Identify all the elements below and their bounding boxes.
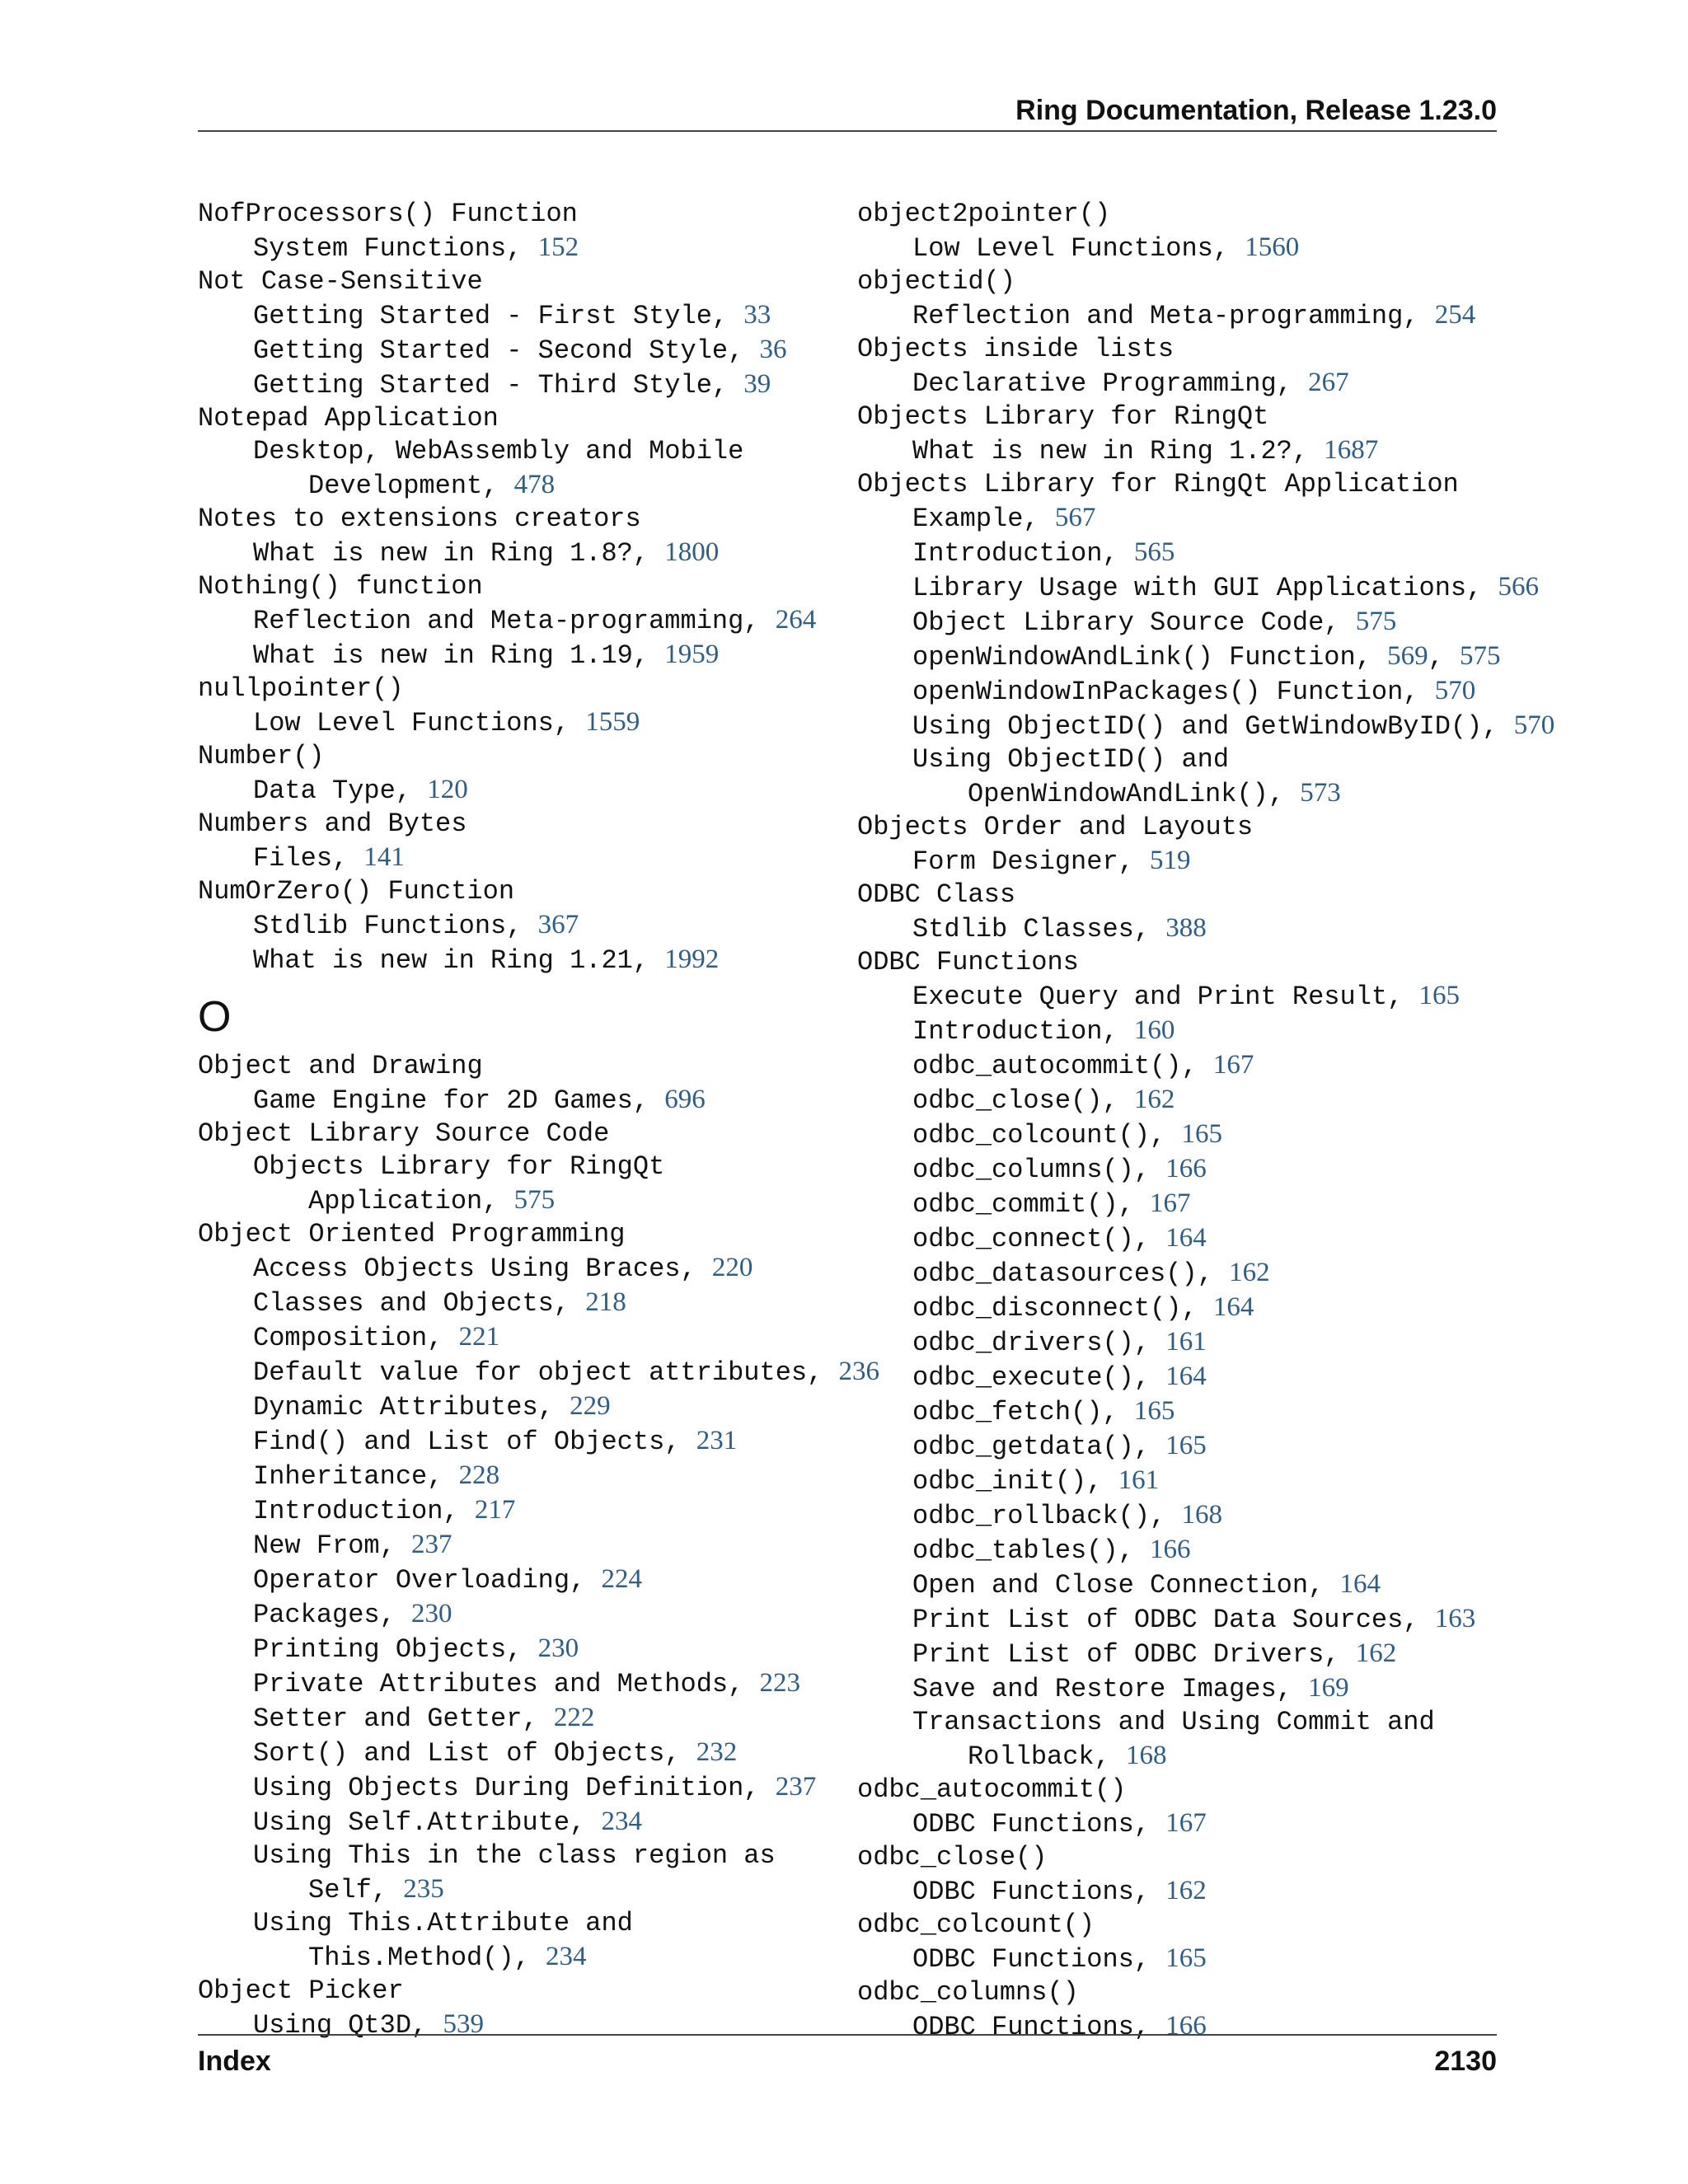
index-subentry-text: Access Objects Using Braces	[253, 1254, 681, 1284]
page-link[interactable]: 163	[1434, 1604, 1476, 1633]
index-entry	[198, 1118, 841, 1218]
index-subentry: odbc_drivers(), 161	[912, 1327, 1207, 1358]
index-entry	[198, 1218, 880, 1975]
page-link[interactable]: 230	[537, 1633, 579, 1663]
page-link[interactable]: 152	[537, 232, 579, 262]
index-term: odbc_autocommit()	[857, 1774, 1127, 1805]
index-subentry-text: Packages	[253, 1600, 380, 1630]
index-subentry: What is new in Ring 1.21, 1992	[253, 944, 720, 976]
index-subentry: odbc_commit(), 167	[912, 1188, 1191, 1220]
page-link[interactable]: 1559	[585, 707, 640, 737]
index-entry	[857, 333, 1500, 401]
index-term: odbc_columns()	[857, 1977, 1079, 2008]
index-subentry-text: What is new in Ring 1.19	[253, 640, 633, 671]
page-link[interactable]: 160	[1133, 1015, 1175, 1045]
index-subentry-text: Introduction	[912, 538, 1103, 569]
page-link[interactable]: 166	[1150, 1535, 1191, 1564]
page-link[interactable]: 168	[1181, 1500, 1222, 1530]
page-link[interactable]: 1959	[664, 640, 720, 669]
index-entry	[857, 468, 1555, 811]
index-term: Objects Library for RingQt Application	[857, 469, 1459, 499]
index-subentry: Stdlib Classes, 388	[912, 913, 1207, 944]
index-subentry: Default value for object attributes, 236	[253, 1357, 880, 1388]
index-subentry: odbc_tables(), 166	[912, 1535, 1191, 1566]
index-subentry-text: Data Type	[253, 776, 396, 806]
index-subentry: Using This.Attribute and This.Method(), 234	[253, 1908, 633, 1973]
index-entry	[198, 740, 841, 808]
index-subentry: ODBC Functions, 166	[912, 2011, 1207, 2042]
index-subentry: odbc_close(), 162	[912, 1085, 1175, 1116]
page-link[interactable]: 231	[696, 1426, 738, 1455]
index-entry	[198, 570, 841, 673]
index-subentry-text: ODBC Functions	[912, 1809, 1134, 1840]
index-term: NumOrZero() Function	[198, 876, 515, 907]
page-link[interactable]: 237	[411, 1530, 452, 1559]
index-subentry: odbc_fetch(), 165	[912, 1396, 1175, 1427]
index-subentry-text: Using Objects During Definition	[253, 1773, 744, 1803]
index-subentry-text: Declarative Programming	[912, 368, 1277, 399]
index-subentry: Using ObjectID() and OpenWindowAndLink(), 573	[912, 744, 1341, 809]
page-link[interactable]: 267	[1308, 368, 1349, 397]
index-subentry-text: Print List of ODBC Drivers	[912, 1639, 1325, 1670]
index-subentry-text: Using Qt3D	[253, 2010, 412, 2041]
page-link[interactable]: 224	[601, 1564, 642, 1594]
index-subentry-text: What is new in Ring 1.2?	[912, 436, 1292, 466]
index-term: Number()	[198, 741, 325, 771]
page-link[interactable]: 575	[513, 1185, 556, 1215]
index-subentry-text: odbc_close()	[912, 1085, 1103, 1116]
index-subentry: odbc_autocommit(), 167	[912, 1050, 1254, 1081]
index-subentry-text: Composition	[253, 1323, 428, 1353]
index-subentry: Low Level Functions, 1559	[253, 707, 640, 738]
index-subentry: Introduction, 565	[912, 537, 1175, 569]
index-subentry: Files, 141	[253, 842, 405, 874]
index-subentry-text: Library Usage with GUI Applications	[912, 573, 1467, 603]
index-subentry-text: System Functions	[253, 233, 507, 264]
index-subentry-text: Operator Overloading	[253, 1565, 570, 1596]
index-subentry: Declarative Programming, 267	[912, 368, 1349, 399]
page-link[interactable]: 39	[743, 369, 771, 399]
page-link[interactable]: 166	[1165, 2011, 1207, 2041]
page-link[interactable]: 167	[1150, 1188, 1191, 1218]
index-subentry: Desktop, WebAssembly and Mobile Development, 478	[253, 436, 744, 501]
index-entry	[198, 673, 841, 740]
index-subentry-text: Find() and List of Objects	[253, 1427, 665, 1457]
index-subentry: Using Qt3D, 539	[253, 2009, 484, 2041]
index-subentry: openWindowAndLink() Function, 569, 575	[912, 641, 1501, 673]
page-link[interactable]: 573	[1300, 778, 1341, 808]
index-subentry: Library Usage with GUI Applications, 566	[912, 572, 1540, 603]
page-link[interactable]: 539	[443, 2009, 484, 2039]
footer-section-label: Index	[198, 2046, 271, 2077]
page-link[interactable]: 167	[1212, 1050, 1254, 1080]
index-subentry: Dynamic Attributes, 229	[253, 1391, 611, 1422]
index-subentry: Using Objects During Definition, 237	[253, 1772, 817, 1803]
index-subentry: Low Level Functions, 1560	[912, 232, 1300, 264]
index-subentry: Setter and Getter, 222	[253, 1703, 595, 1734]
page-link[interactable]: 228	[458, 1460, 500, 1490]
index-subentry: Example, 567	[912, 503, 1096, 534]
page-link[interactable]: 165	[1418, 981, 1460, 1010]
index-subentry-text: Getting Started - First Style	[253, 301, 712, 331]
index-subentry-text: What is new in Ring 1.8?	[253, 538, 633, 569]
index-term: Objects inside lists	[857, 334, 1175, 364]
index-subentry: Save and Restore Images, 169	[912, 1673, 1349, 1704]
index-subentry-text: Using ObjectID() and OpenWindowAndLink()	[912, 744, 1268, 809]
index-subentry-text: Using Self.Attribute	[253, 1807, 570, 1838]
index-subentry: Getting Started - First Style, 33	[253, 300, 771, 331]
page-link[interactable]: 164	[1165, 1223, 1207, 1253]
index-subentry-text: Game Engine for 2D Games	[253, 1085, 633, 1116]
index-subentry: Getting Started - Second Style, 36	[253, 335, 787, 366]
page-link[interactable]: 164	[1339, 1569, 1381, 1599]
running-header-title: Ring Documentation, Release 1.23.0	[1015, 95, 1497, 126]
index-subentry: System Functions, 152	[253, 232, 579, 264]
page-link[interactable]: 162	[1229, 1258, 1270, 1287]
index-term: NofProcessors() Function	[198, 199, 578, 229]
index-subentry-text: ODBC Functions	[912, 2012, 1134, 2042]
page-link[interactable]: 1560	[1245, 232, 1300, 262]
index-subentry: Print List of ODBC Drivers, 162	[912, 1638, 1397, 1670]
page-link[interactable]: 221	[458, 1322, 500, 1352]
page-link[interactable]: 218	[585, 1287, 626, 1317]
index-subentry-text: Reflection and Meta-programming	[253, 606, 744, 636]
page-link[interactable]: 236	[838, 1357, 880, 1386]
page-link[interactable]: 570	[1513, 710, 1555, 740]
page-link[interactable]: 565	[1133, 537, 1175, 567]
index-subentry-text: Files	[253, 843, 333, 874]
index-subentry-text: odbc_rollback()	[912, 1501, 1151, 1531]
page-link[interactable]: 165	[1165, 1943, 1207, 1973]
page-link[interactable]: 575	[1460, 641, 1501, 671]
index-subentry: odbc_columns(), 166	[912, 1154, 1207, 1185]
index-term: Object Oriented Programming	[198, 1219, 626, 1249]
page-link[interactable]: 230	[411, 1599, 452, 1629]
index-subentry-text: Reflection and Meta-programming	[912, 301, 1404, 331]
index-subentry: ODBC Functions, 165	[912, 1943, 1207, 1975]
index-term: Objects Library for RingQt	[857, 401, 1269, 432]
index-term: ODBC Functions	[857, 947, 1079, 977]
footer-page-number: 2130	[1434, 2046, 1497, 2077]
index-subentry: Using Self.Attribute, 234	[253, 1807, 642, 1838]
index-subentry-text: Stdlib Classes	[912, 914, 1134, 944]
page-link[interactable]: 168	[1126, 1741, 1167, 1770]
page-link[interactable]: 162	[1165, 1876, 1207, 1905]
index-entry	[198, 402, 841, 503]
index-subentry: odbc_getdata(), 165	[912, 1431, 1207, 1462]
index-subentry: odbc_rollback(), 168	[912, 1500, 1222, 1531]
index-subentry-text: Using This in the class region as Self	[253, 1840, 776, 1905]
index-subentry-text: Low Level Functions	[912, 233, 1213, 264]
page-link[interactable]: 223	[759, 1668, 800, 1698]
index-subentry: What is new in Ring 1.2?, 1687	[912, 435, 1379, 466]
index-subentry-text: Open and Close Connection	[912, 1570, 1309, 1601]
index-entry	[857, 265, 1500, 333]
index-subentry-text: ODBC Functions	[912, 1877, 1134, 1907]
index-subentry: Introduction, 160	[912, 1015, 1175, 1047]
index-term: Object Library Source Code	[198, 1118, 610, 1149]
index-subentry: Reflection and Meta-programming, 264	[253, 605, 817, 636]
page-link[interactable]: 696	[664, 1085, 706, 1114]
header-rule	[198, 130, 1497, 132]
index-subentry: Stdlib Functions, 367	[253, 910, 579, 941]
index-subentry: Printing Objects, 230	[253, 1633, 579, 1665]
index-subentry: ODBC Functions, 167	[912, 1808, 1207, 1840]
page-link[interactable]: 234	[601, 1807, 642, 1836]
footer-rule	[198, 2034, 1497, 2036]
index-entry	[198, 503, 841, 570]
index-entry	[198, 875, 841, 977]
index-subentry: Using ObjectID() and GetWindowByID(), 570	[912, 710, 1555, 742]
page-link[interactable]: 1800	[664, 537, 720, 567]
index-subentry-text: Execute Query and Print Result	[912, 982, 1388, 1012]
page-link[interactable]: 234	[546, 1942, 587, 1971]
index-column-left	[198, 198, 880, 2042]
index-term: Objects Order and Layouts	[857, 812, 1254, 842]
index-subentry-text: Dynamic Attributes	[253, 1392, 538, 1422]
index-entry	[198, 1975, 841, 2042]
index-subentry-text: odbc_disconnect()	[912, 1293, 1182, 1324]
index-subentry-text: Sort() and List of Objects	[253, 1738, 665, 1769]
index-subentry-text: Form Designer	[912, 846, 1118, 877]
page-link[interactable]: 1687	[1324, 435, 1379, 465]
index-column-right	[857, 198, 1555, 2044]
index-subentry: Classes and Objects, 218	[253, 1287, 626, 1319]
index-subentry: Packages, 230	[253, 1599, 452, 1630]
index-subentry: Find() and List of Objects, 231	[253, 1426, 738, 1457]
index-subentry-text: odbc_datasources()	[912, 1258, 1198, 1289]
index-subentry: Transactions and Using Commit and Rollback, 168	[912, 1707, 1435, 1772]
page-link[interactable]: 161	[1165, 1327, 1207, 1357]
index-subentry-text: Object Library Source Code	[912, 607, 1325, 638]
index-entry	[198, 1050, 841, 1118]
index-subentry: odbc_datasources(), 162	[912, 1258, 1270, 1289]
index-subentry: What is new in Ring 1.19, 1959	[253, 640, 720, 671]
index-subentry-text: Transactions and Using Commit and Rollback	[912, 1707, 1435, 1772]
index-subentry-text: Printing Objects	[253, 1634, 507, 1665]
index-subentry: Sort() and List of Objects, 232	[253, 1737, 738, 1769]
index-subentry: Open and Close Connection, 164	[912, 1569, 1381, 1601]
index-entry	[857, 401, 1500, 468]
index-subentry: Inheritance, 228	[253, 1460, 500, 1492]
index-subentry-text: odbc_init()	[912, 1466, 1087, 1497]
index-term: odbc_colcount()	[857, 1910, 1095, 1940]
page-link[interactable]: 264	[775, 605, 817, 635]
index-term: objectid()	[857, 266, 1016, 297]
index-subentry: Data Type, 120	[253, 775, 468, 806]
index-subentry: Object Library Source Code, 575	[912, 607, 1397, 638]
index-section-letter: O	[198, 993, 232, 1041]
index-subentry-text: ODBC Functions	[912, 1944, 1134, 1975]
index-subentry-text: Classes and Objects	[253, 1288, 554, 1319]
index-entry	[857, 879, 1500, 946]
page-link[interactable]: 165	[1133, 1396, 1175, 1426]
index-subentry: Reflection and Meta-programming, 254	[912, 300, 1476, 331]
index-entry	[857, 1909, 1500, 1976]
index-term: Object Picker	[198, 1975, 404, 2006]
index-subentry: odbc_execute(), 164	[912, 1361, 1207, 1393]
index-entry	[198, 265, 841, 402]
index-subentry-text: Using ObjectID() and GetWindowByID()	[912, 711, 1483, 742]
index-subentry-text: Setter and Getter	[253, 1704, 523, 1734]
index-subentry-text: odbc_drivers()	[912, 1328, 1134, 1358]
index-subentry-text: odbc_getdata()	[912, 1432, 1134, 1462]
page-link[interactable]: 222	[553, 1703, 595, 1732]
page-link[interactable]: 478	[513, 470, 556, 499]
page-link[interactable]: 1992	[664, 944, 720, 974]
index-subentry-text: odbc_autocommit()	[912, 1051, 1182, 1081]
index-term: Nothing() function	[198, 571, 483, 602]
page-link[interactable]: 388	[1165, 913, 1207, 943]
index-subentry: odbc_colcount(), 165	[912, 1119, 1222, 1151]
index-subentry: ODBC Functions, 162	[912, 1876, 1207, 1907]
index-subentry-text: odbc_execute()	[912, 1362, 1134, 1393]
index-subentry-text: openWindowInPackages() Function	[912, 677, 1404, 707]
index-subentry: openWindowInPackages() Function, 570	[912, 676, 1476, 707]
index-subentry-text: Introduction	[253, 1496, 443, 1526]
page-link[interactable]: 367	[537, 910, 579, 940]
index-subentry: Access Objects Using Braces, 220	[253, 1253, 753, 1284]
page-link[interactable]: 567	[1054, 503, 1096, 532]
index-subentry-text: What is new in Ring 1.21	[253, 945, 633, 976]
index-subentry: Introduction, 217	[253, 1495, 516, 1526]
page-link[interactable]: 162	[1133, 1085, 1175, 1114]
index-entry	[857, 1774, 1500, 1841]
page-link[interactable]: 167	[1165, 1808, 1207, 1838]
index-subentry-text: odbc_columns()	[912, 1155, 1134, 1185]
index-subentry-text: Private Attributes and Methods	[253, 1669, 729, 1699]
index-subentry-text: Getting Started - Second Style	[253, 335, 729, 366]
index-term: Object and Drawing	[198, 1051, 483, 1081]
index-subentry-text: odbc_fetch()	[912, 1397, 1103, 1427]
page-link[interactable]: 229	[570, 1391, 611, 1421]
index-entry	[198, 808, 841, 875]
page-link[interactable]: 569	[1387, 641, 1428, 671]
index-subentry-text: Save and Restore Images	[912, 1674, 1277, 1704]
index-subentry-text: Low Level Functions	[253, 708, 554, 738]
page-link[interactable]: 164	[1165, 1361, 1207, 1391]
index-entry	[857, 198, 1500, 265]
index-entry	[857, 1841, 1500, 1909]
index-subentry: Execute Query and Print Result, 165	[912, 981, 1460, 1012]
index-subentry-text: Introduction	[912, 1016, 1103, 1047]
page-link[interactable]: 237	[775, 1772, 817, 1802]
index-subentry-text: Inheritance	[253, 1461, 428, 1492]
page-link[interactable]: 220	[711, 1253, 753, 1282]
page-link[interactable]: 232	[696, 1737, 738, 1767]
page-link[interactable]: 164	[1212, 1292, 1254, 1322]
index-subentry-text: odbc_commit()	[912, 1189, 1118, 1220]
index-subentry: Print List of ODBC Data Sources, 163	[912, 1604, 1476, 1635]
page-link[interactable]: 165	[1165, 1431, 1207, 1460]
index-subentry-text: odbc_tables()	[912, 1535, 1118, 1566]
index-subentry-text: odbc_connect()	[912, 1224, 1134, 1254]
page-link[interactable]: 120	[427, 775, 468, 804]
index-subentry: Form Designer, 519	[912, 846, 1191, 877]
page-link[interactable]: 575	[1355, 607, 1397, 636]
index-subentry-text: Desktop, WebAssembly and Mobile Development	[253, 436, 744, 501]
index-subentry-text: Stdlib Functions	[253, 911, 507, 941]
index-term: nullpointer()	[198, 673, 404, 704]
index-subentry-text: Using This.Attribute and This.Method()	[253, 1908, 633, 1973]
index-subentry: Objects Library for RingQt Application, 575	[253, 1151, 665, 1216]
index-subentry: Operator Overloading, 224	[253, 1564, 642, 1596]
page-link[interactable]: 162	[1355, 1638, 1397, 1668]
index-term: odbc_close()	[857, 1842, 1048, 1872]
page-link[interactable]: 254	[1434, 300, 1476, 330]
index-subentry: Composition, 221	[253, 1322, 500, 1353]
page-link[interactable]: 166	[1165, 1154, 1207, 1183]
page-link[interactable]: 165	[1181, 1119, 1222, 1149]
page-link[interactable]: 33	[743, 300, 771, 330]
page-link[interactable]: 235	[403, 1874, 444, 1904]
index-subentry-text: Example	[912, 504, 1024, 534]
index-subentry-text: Getting Started - Third Style	[253, 370, 712, 401]
page-link[interactable]: 570	[1434, 676, 1476, 705]
page-link[interactable]: 169	[1308, 1673, 1349, 1703]
index-term: Not Case-Sensitive	[198, 266, 483, 297]
index-subentry-text: odbc_colcount()	[912, 1120, 1151, 1151]
page-link[interactable]: 566	[1498, 572, 1540, 602]
page-link[interactable]: 161	[1118, 1465, 1160, 1495]
index-subentry: New From, 237	[253, 1530, 452, 1561]
index-term: object2pointer()	[857, 199, 1111, 229]
index-subentry: odbc_connect(), 164	[912, 1223, 1207, 1254]
index-subentry: odbc_disconnect(), 164	[912, 1292, 1254, 1324]
page-link[interactable]: 217	[474, 1495, 516, 1525]
index-entry	[857, 946, 1500, 1774]
index-subentry: odbc_init(), 161	[912, 1465, 1160, 1497]
index-term: Notepad Application	[198, 403, 499, 434]
index-term: Notes to extensions creators	[198, 504, 641, 534]
index-subentry-text: Print List of ODBC Data Sources	[912, 1605, 1404, 1635]
index-entry	[857, 811, 1500, 879]
index-entry	[198, 198, 841, 265]
page-link[interactable]: 141	[363, 842, 405, 872]
page-link[interactable]: 519	[1150, 846, 1191, 875]
page-link[interactable]: 36	[759, 335, 787, 364]
index-subentry: Using This in the class region as Self, 235	[253, 1840, 776, 1905]
index-term: Numbers and Bytes	[198, 808, 467, 839]
index-subentry: Getting Started - Third Style, 39	[253, 369, 771, 401]
index-subentry: What is new in Ring 1.8?, 1800	[253, 537, 720, 569]
index-subentry: Private Attributes and Methods, 223	[253, 1668, 800, 1699]
index-subentry-text: Default value for object attributes	[253, 1357, 808, 1388]
index-term: ODBC Class	[857, 879, 1016, 910]
index-subentry-text: New From	[253, 1530, 380, 1561]
index-subentry-text: Objects Library for RingQt Application	[253, 1151, 665, 1216]
index-subentry-text: openWindowAndLink() Function	[912, 642, 1356, 673]
index-subentry: Game Engine for 2D Games, 696	[253, 1085, 706, 1116]
